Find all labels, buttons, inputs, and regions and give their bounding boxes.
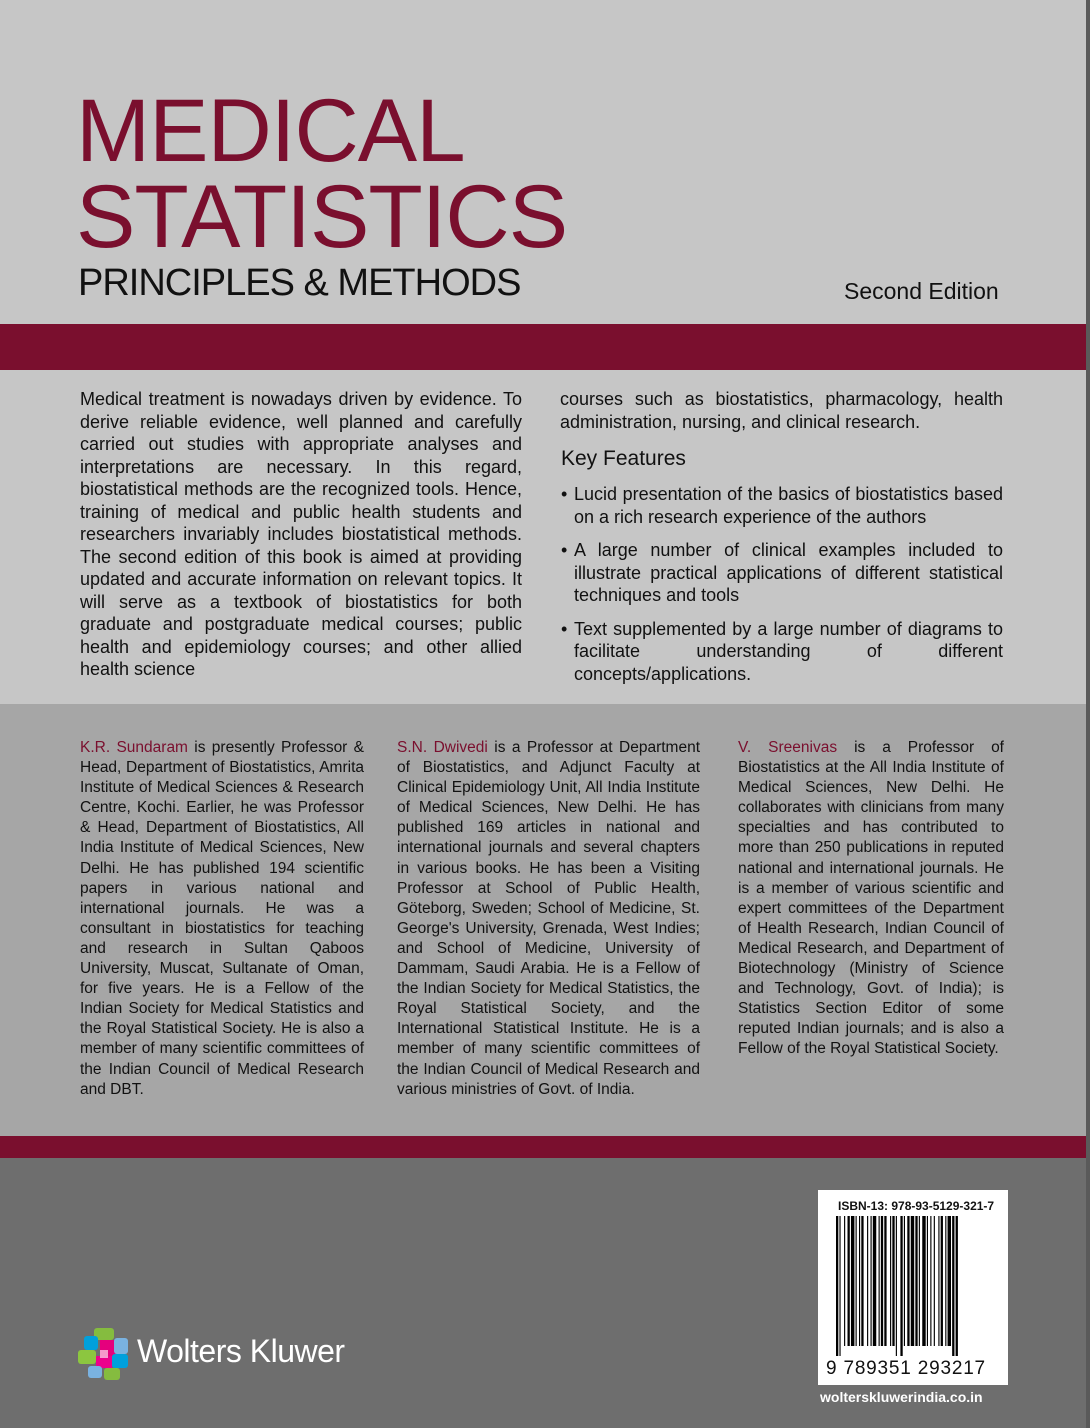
barcode-bar xyxy=(879,1216,880,1346)
barcode-bar xyxy=(851,1216,854,1346)
barcode-panel xyxy=(818,1190,1008,1385)
author-name: K.R. Sundaram xyxy=(80,739,188,756)
author-bio-sundaram xyxy=(80,738,364,1100)
author-name: V. Sreenivas xyxy=(738,739,838,756)
barcode-bar xyxy=(844,1216,845,1346)
barcode-bar xyxy=(892,1216,894,1346)
barcode-bar xyxy=(915,1216,917,1346)
barcode-bar xyxy=(919,1216,920,1346)
barcode-bar xyxy=(861,1216,863,1346)
barcode-bar xyxy=(907,1216,909,1346)
key-feature-item xyxy=(561,618,1003,686)
barcode-bar xyxy=(890,1216,891,1346)
edition-label: Second Edition xyxy=(844,278,999,304)
barcode-bar xyxy=(927,1216,928,1346)
barcode-bar xyxy=(856,1216,857,1346)
key-features-heading: Key Features xyxy=(561,447,686,470)
barcode-bar xyxy=(904,1216,905,1346)
barcode-bar xyxy=(948,1216,951,1346)
barcode-bar xyxy=(938,1216,939,1346)
publisher-name: Wolters Kluwer xyxy=(137,1333,345,1369)
barcode-bar xyxy=(930,1216,931,1346)
barcode-bar xyxy=(839,1216,840,1356)
bullet: • xyxy=(561,540,568,560)
barcode-bar xyxy=(884,1216,886,1346)
barcode-bar xyxy=(836,1216,838,1356)
title-line-1: MEDICAL xyxy=(76,80,465,180)
author-name: S.N. Dwivedi xyxy=(397,739,488,756)
bottom-accent-band xyxy=(0,1136,1086,1158)
author-bio-text: is a Professor at Department of Biostatistics, and Adjunct Faculty at Clinical Epidemiology Unit, All India Institute of Medical Sciences, New Delhi. He has published 169 articles in national and international journals and several chapters in various books. He has been a Visiting Professor at School of Public Health, Göteborg, Sweden; School of Medicine, St. George's University, Grenada, West Indies; and School of Medicine, University of Dammam, Saudi Arabia. He is a Fellow of the Indian Society for Medical Statistics, the Royal Statistical Society, and the International Statistical Institute. He is a member of many scientific committees of the Indian Council of Medical Research and various ministries of Govt. of India. xyxy=(397,739,700,1098)
bullet: • xyxy=(561,484,568,504)
barcode-bar xyxy=(848,1216,850,1346)
barcode-bar xyxy=(941,1216,943,1346)
key-feature-text: Text supplemented by a large number of diagrams to facilitate understanding of different concepts/applications. xyxy=(574,618,1003,684)
key-features-list xyxy=(561,483,1003,696)
barcode-bar xyxy=(873,1216,876,1346)
page-edge xyxy=(1086,0,1090,1428)
barcode-bar xyxy=(911,1216,914,1346)
barcode-icon xyxy=(836,1216,992,1356)
barcode-bar xyxy=(900,1216,902,1356)
barcode-bar xyxy=(934,1216,935,1346)
top-accent-band xyxy=(0,324,1086,370)
barcode-bar xyxy=(871,1216,872,1346)
barcode-bar xyxy=(956,1216,958,1356)
barcode-bar xyxy=(922,1216,925,1346)
barcode-bar xyxy=(859,1216,860,1346)
wolters-kluwer-logo-icon xyxy=(78,1328,130,1380)
barcode-number: 9 789351 293217 xyxy=(826,1358,986,1379)
barcode-bar xyxy=(867,1216,868,1346)
description-column-1: Medical treatment is nowadays driven by evidence. To derive reliable evidence, well planned and carefully carried out studies with appropriate analyses and interpretations are necessary. In this regard, biostatistical methods are the recognized tools. Hence, training of medical and public health students and researchers invariably includes biostatistical methods. The second edition of this book is aimed at providing updated and accurate information on relevant topics. It will serve as a textbook of biostatistics for both graduate and postgraduate medical courses; public health and epidemiology courses; and other allied health science xyxy=(80,389,522,679)
description-column-2: courses such as biostatistics, pharmacology, health administration, nursing, and clinical research. xyxy=(560,389,1003,432)
isbn-label: ISBN-13: 978-93-5129-321-7 xyxy=(838,1199,995,1213)
barcode-bar xyxy=(881,1216,883,1346)
barcode-bar xyxy=(945,1216,946,1346)
key-feature-text: Lucid presentation of the basics of biostatistics based on a rich research experience of the authors xyxy=(574,484,1003,527)
key-feature-item xyxy=(561,539,1003,607)
key-feature-item xyxy=(561,483,1003,528)
author-bio-sreenivas xyxy=(738,738,1004,1060)
author-bio-text: is presently Professor & Head, Department of Biostatistics, Amrita Institute of Medical Sciences & Research Centre, Kochi. Earlier, he was Professor & Head, Department of Biostatistics, All India Institute of Medical Sciences, New Delhi. He has published 194 scientific papers in various national and international journals. He was a consultant in biostatistics for teaching and research in Sultan Qaboos University, Muscat, Sultanate of Oman, for five years. He is a Fellow of the Indian Society for Medical Statistics and the Royal Statistical Society. He is also a member of many scientific committees of the Indian Council of Medical Research and DBT. xyxy=(80,739,365,1098)
key-feature-text: A large number of clinical examples included to illustrate practical applications of different statistical techniques and tools xyxy=(574,540,1003,605)
author-bio-dwivedi xyxy=(397,738,700,1100)
barcode-bar xyxy=(952,1216,954,1356)
subtitle: PRINCIPLES & METHODS xyxy=(78,262,521,304)
barcode-bar xyxy=(896,1216,897,1356)
author-bio-text: is a Professor of Biostatistics at the All India Institute of Medical Sciences, New Delhi. He collaborates with clinicians from many specialties and has contributed to more than 250 publications in reputed national and international journals. He is a member of various scientific and expert committees of the Department of Health Research, Indian Council of Medical Research, and Department of Biotechnology (Ministry of Science and Technology, Govt. of India); is Statistics Section Editor of some reputed Indian journals; and is also a Fellow of the Royal Statistical Society. xyxy=(738,739,1004,1058)
bullet: • xyxy=(561,618,568,639)
publisher-website: wolterskluwerindia.co.in xyxy=(820,1389,983,1405)
title-line-2: STATISTICS xyxy=(76,166,568,266)
